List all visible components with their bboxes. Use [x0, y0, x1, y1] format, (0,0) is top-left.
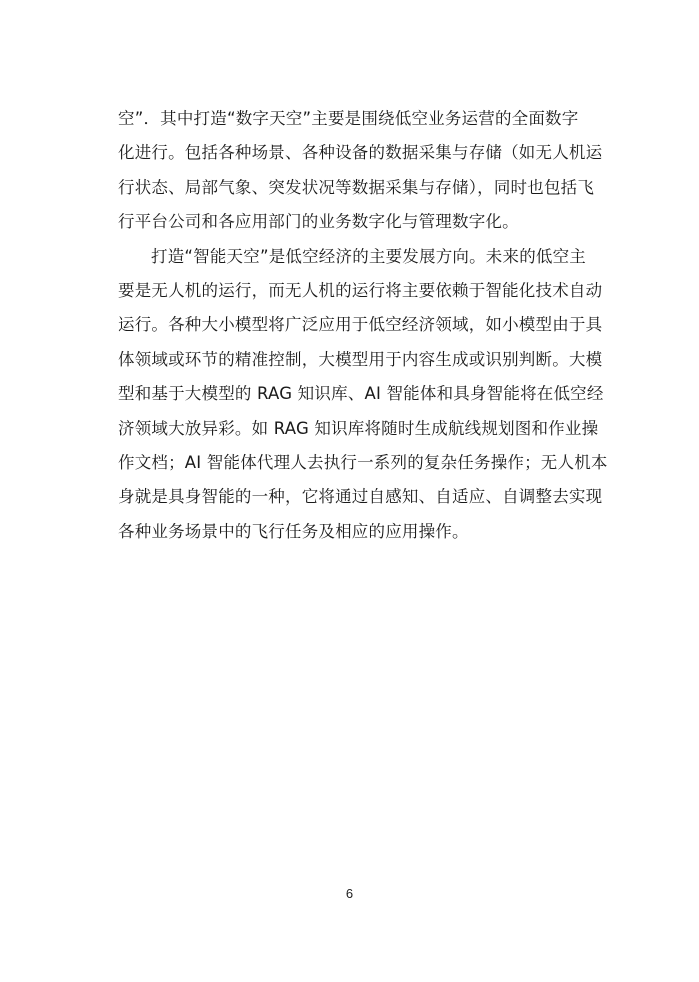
- page-number: 6: [345, 886, 354, 901]
- body-text: [118, 102, 608, 549]
- text-line: 作文档；AI 智能体代理人去执行一系列的复杂任务操作；无人机本: [118, 452, 608, 472]
- text-line: 行平台公司和各应用部门的业务数字化与管理数字化。: [118, 212, 519, 232]
- text-line: 行状态、局部气象、突发状况等数据采集与存储），同时也包括飞: [118, 177, 595, 197]
- text-line: 身就是具身智能的一种，它将通过自感知、自适应、自调整去实现: [118, 487, 603, 507]
- text-line: 空”．其中打造“数字天空”主要是围绕低空业务运营的全面数字: [118, 109, 579, 128]
- text-line: 济领域大放异彩。如 RAG 知识库将随时生成航线规划图和作业操: [118, 418, 599, 438]
- paragraph-digital-sky: [118, 102, 603, 240]
- text-line: 打造“智能天空”是低空经济的主要发展方向。未来的低空主: [151, 246, 586, 266]
- text-line: 化进行。包括各种场景、各种设备的数据采集与存储（如无人机运: [118, 143, 603, 163]
- text-line: 各种业务场景中的飞行任务及相应的应用操作。: [118, 521, 469, 541]
- text-line: 型和基于大模型的 RAG 知识库、AI 智能体和具身智能将在低空经: [118, 384, 604, 404]
- text-line: 运行。各种大小模型将广泛应用于低空经济领域，如小模型由于具: [118, 315, 603, 335]
- text-line: 体领域或环节的精准控制，大模型用于内容生成或识别判断。大模: [118, 349, 603, 369]
- text-line: 要是无人机的运行，而无人机的运行将主要依赖于智能化技术自动: [118, 280, 603, 300]
- paragraph-smart-sky: [118, 240, 608, 550]
